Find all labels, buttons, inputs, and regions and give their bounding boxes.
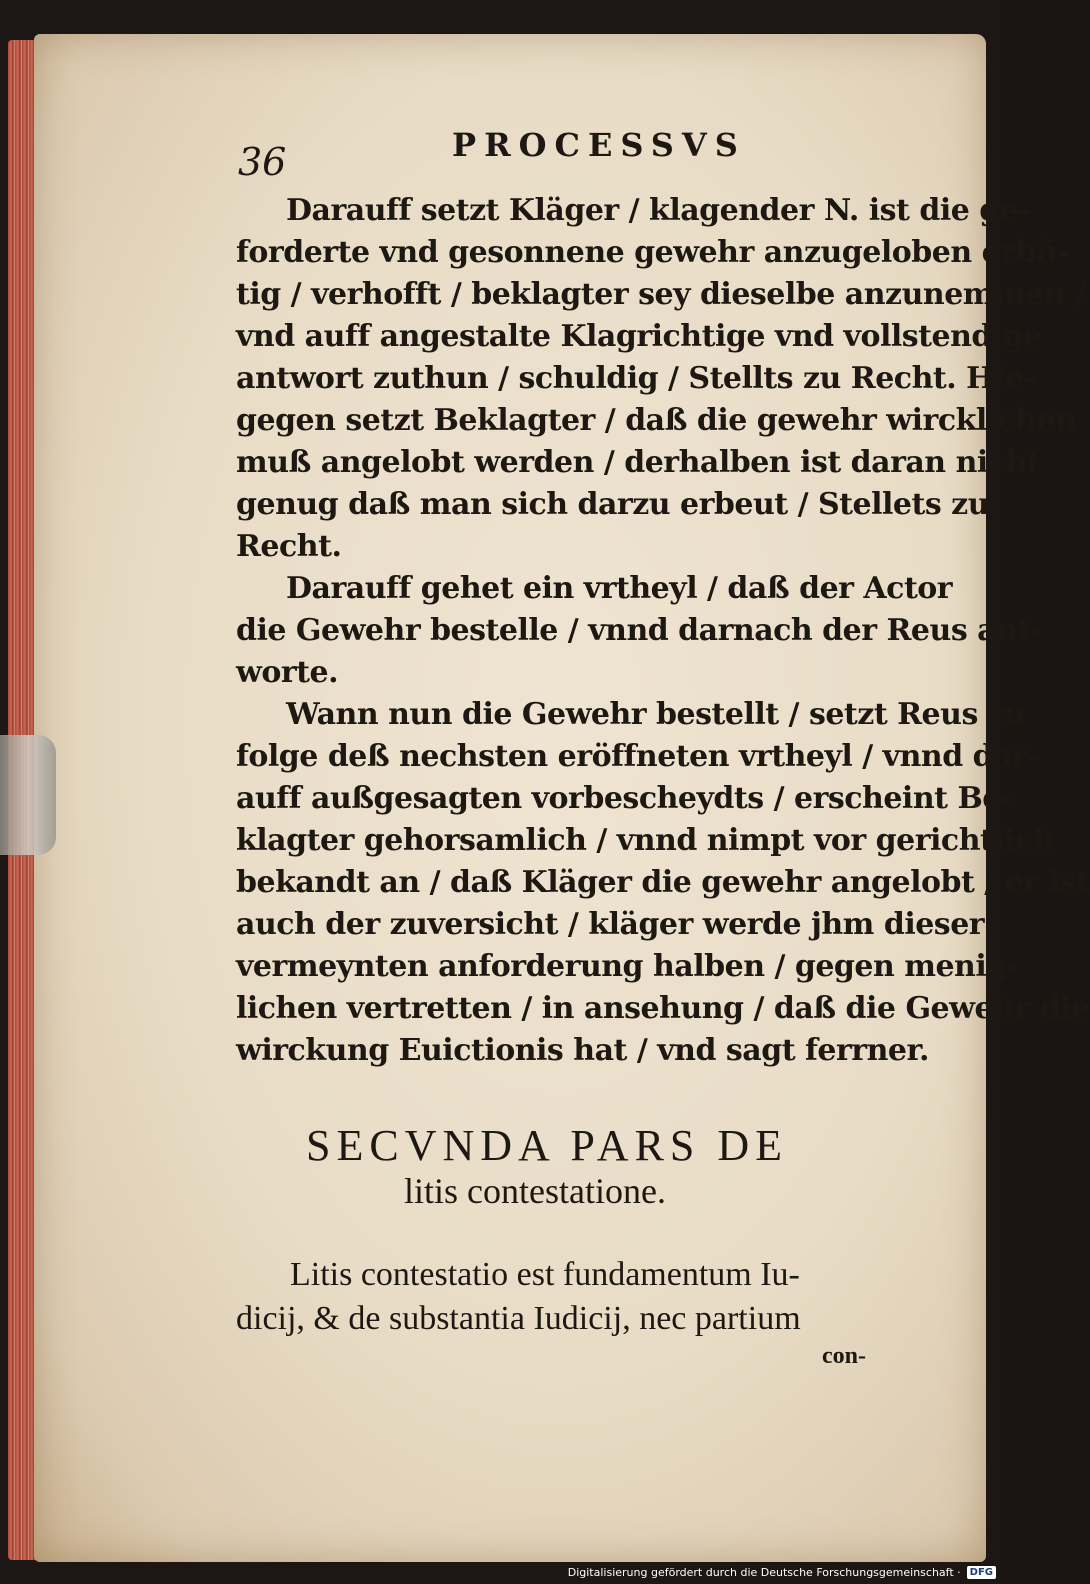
section-title: SECVNDA PARS DE xyxy=(306,1121,789,1170)
body-line: vnd auff angestalte Klagrichtige vnd vollstendige xyxy=(236,319,1042,354)
body-line: auch der zuversicht / kläger werde jhm dieser xyxy=(236,907,985,942)
body-line: lichen vertretten / in ansehung / daß die Gewehr die xyxy=(236,991,1090,1026)
digitization-credit xyxy=(568,1563,996,1581)
body-line: Recht. xyxy=(236,529,342,564)
latin-line: Litis contestatio est fundamentum Iu- xyxy=(290,1256,800,1293)
body-line: folge deß nechsten eröffneten vrtheyl / vnnd dar- xyxy=(236,739,1040,774)
body-line: die Gewehr bestelle / vnnd darnach der Reus ant- xyxy=(236,613,1043,648)
body-line: klagter gehorsamlich / vnnd nimpt vor gerichtlich xyxy=(236,823,1055,858)
page-number: 36 xyxy=(238,140,287,184)
book-clasp xyxy=(0,735,56,855)
body-line: gegen setzt Beklagter / daß die gewehr wircklichen xyxy=(236,403,1077,438)
body-line: worte. xyxy=(236,655,339,690)
body-line: bekandt an / daß Kläger die gewehr angelobt / er ist xyxy=(236,865,1090,900)
body-line: genug daß man sich darzu erbeut / Stellets zu xyxy=(236,487,990,522)
running-head: PROCESSVS xyxy=(452,126,746,164)
body-line: forderte vnd gesonnene gewehr anzugeloben erbü- xyxy=(236,235,1070,270)
body-line: wirckung Euictionis hat / vnd sagt ferrner. xyxy=(236,1033,929,1068)
catchword: con- xyxy=(822,1343,866,1369)
dfg-logo: DFG xyxy=(967,1566,996,1579)
body-line: vermeynten anforderung halben / gegen menig- xyxy=(236,949,1019,984)
section-subtitle: litis contestatione. xyxy=(404,1171,666,1211)
body-line: Darauff gehet ein vrtheyl / daß der Actor xyxy=(286,571,953,606)
body-line: auff außgesagten vorbescheydts / erscheint Be- xyxy=(236,781,1013,816)
body-line: antwort zuthun / schuldig / Stellts zu Recht. Hie- xyxy=(236,361,1036,396)
body-line: Darauff setzt Kläger / klagender N. ist die ge- xyxy=(286,193,1031,228)
credit-text: Digitalisierung gefördert durch die Deutsche Forschungsgemeinschaft · xyxy=(567,1565,961,1579)
latin-line: dicij, & de substantia Iudicij, nec partium xyxy=(236,1300,801,1337)
body-line: tig / verhofft / beklagter sey dieselbe anzunemmen / xyxy=(236,277,1086,312)
body-line: muß angelobt werden / derhalben ist daran nicht xyxy=(236,445,1041,480)
body-line: Wann nun die Gewehr bestellt / setzt Reus zu xyxy=(286,697,1026,732)
